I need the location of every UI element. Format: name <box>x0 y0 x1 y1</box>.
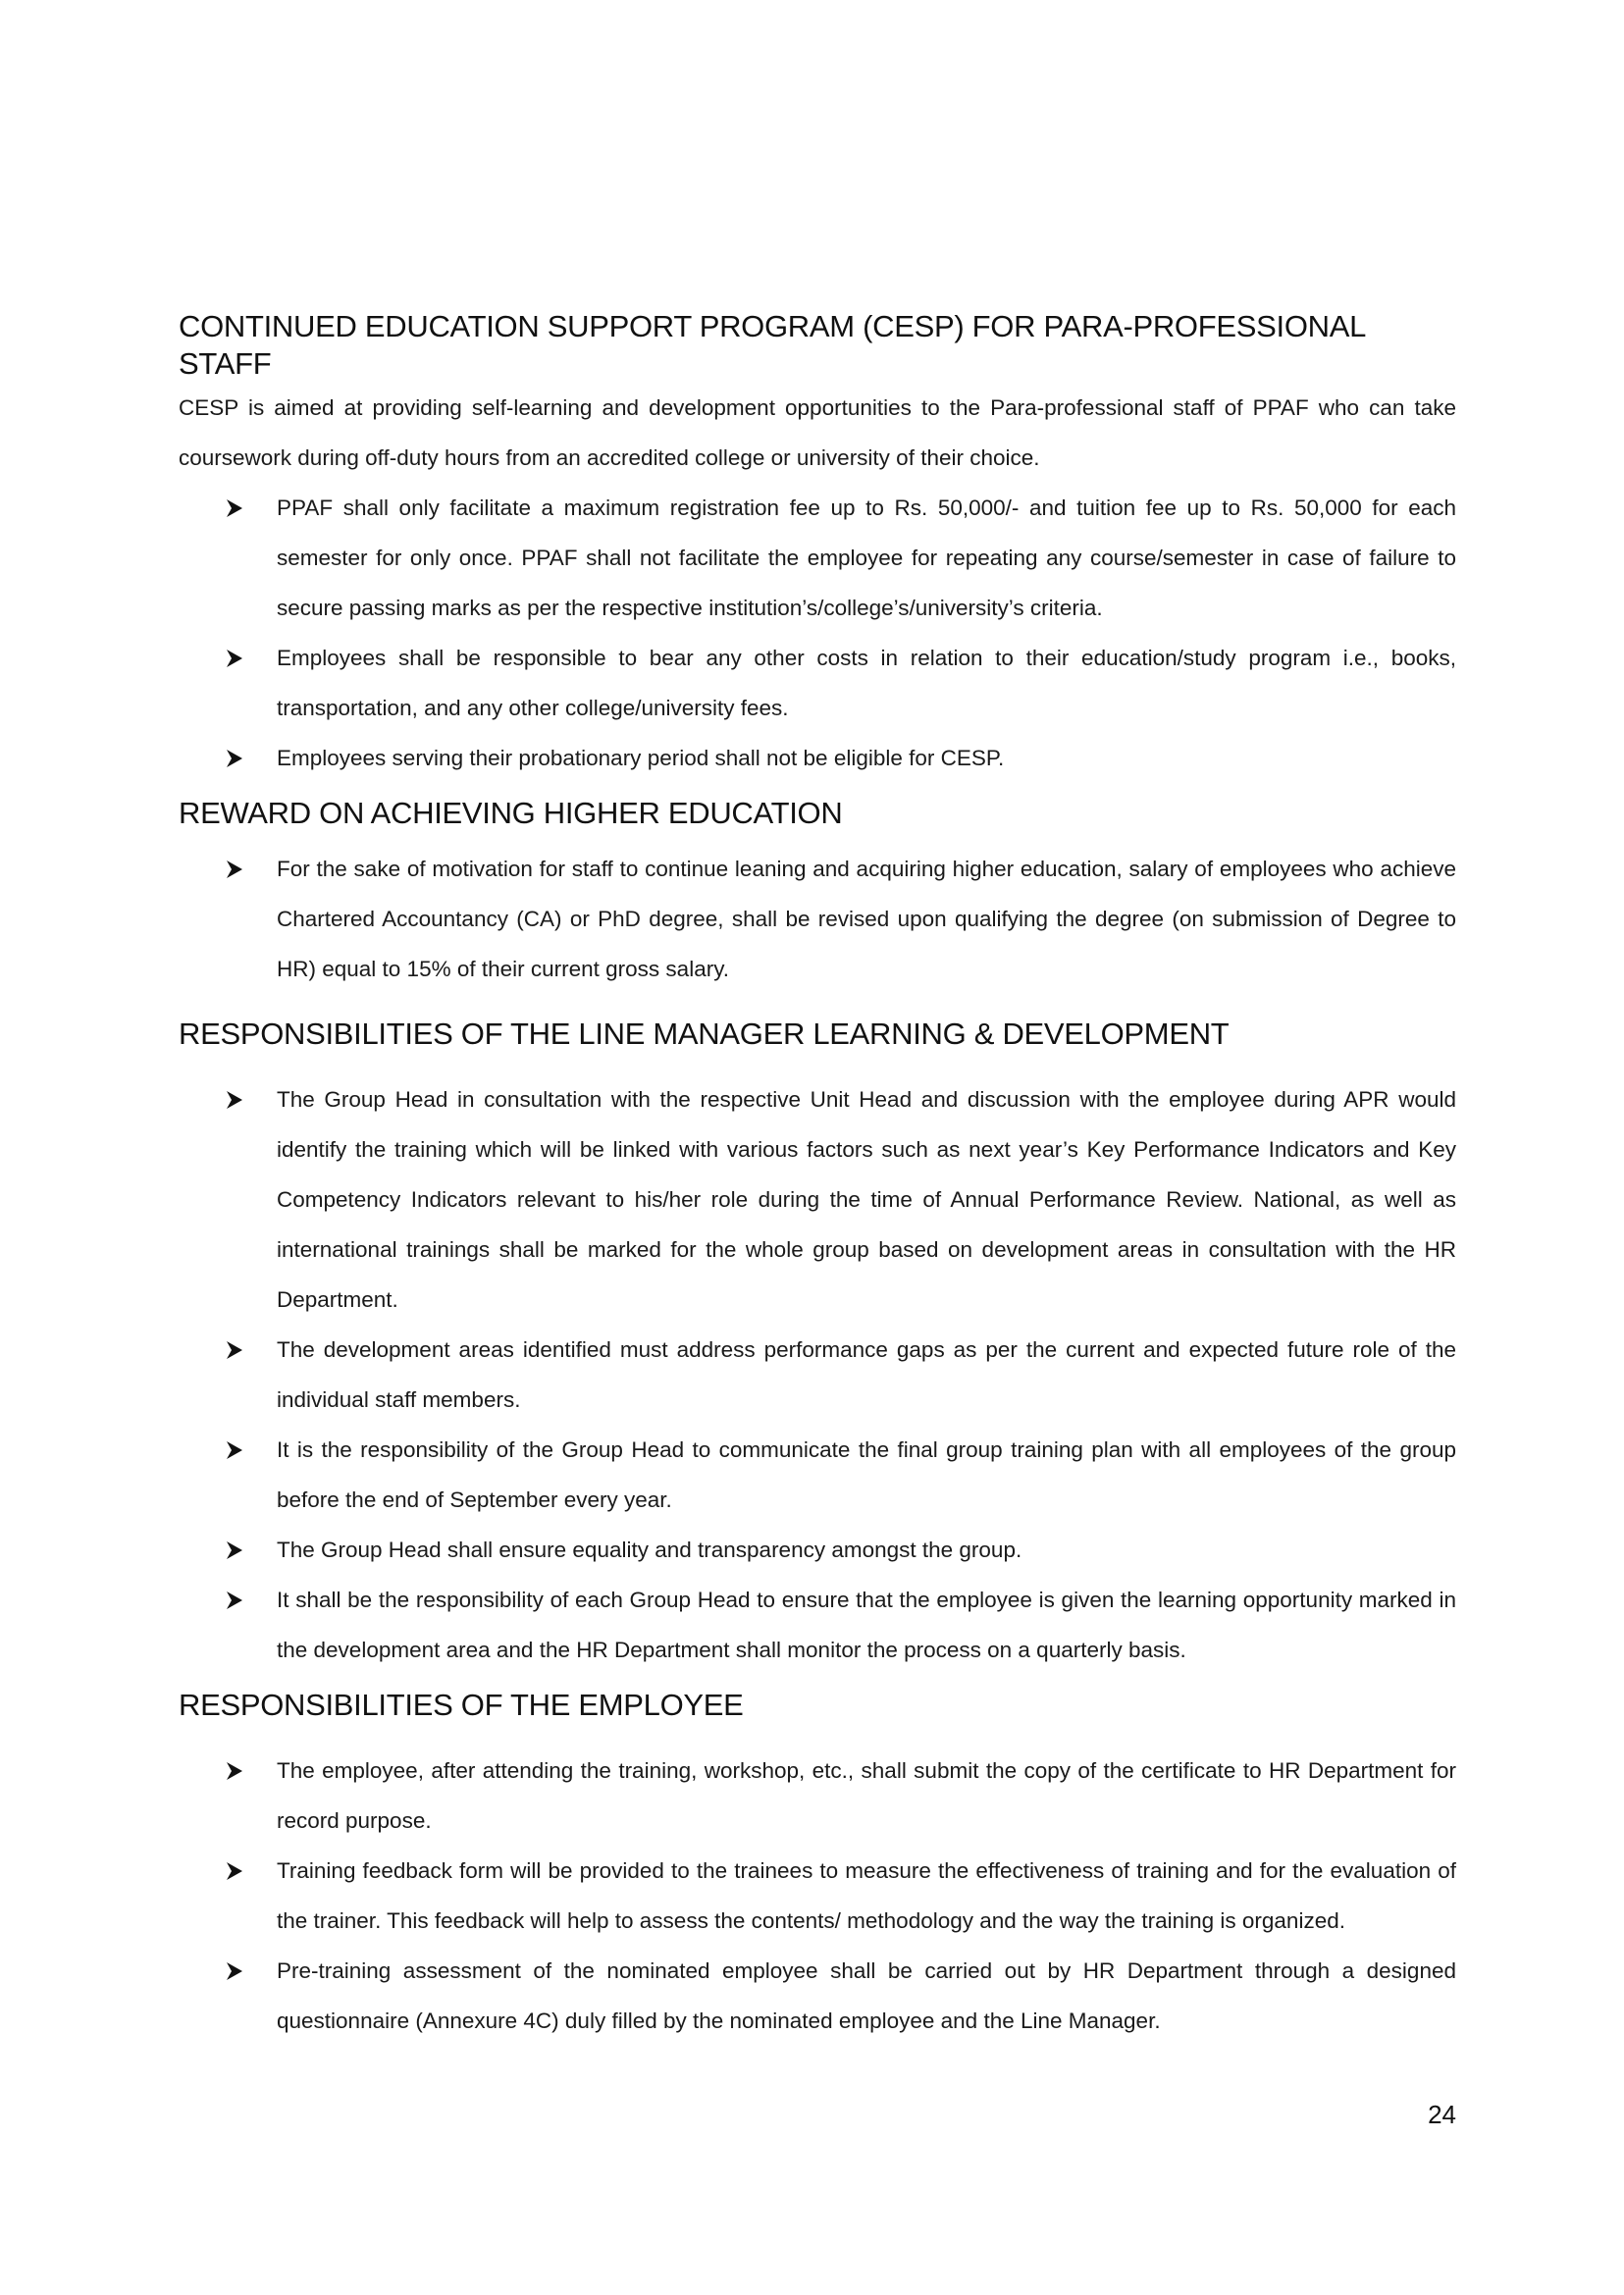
list-item-text: Employees serving their probationary period shall not be eligible for CESP. <box>277 746 1005 770</box>
list-item <box>277 1074 1456 1325</box>
list-item-text: It shall be the responsibility of each Group Head to ensure that the employee is given the learning opportunity marked in the development area and the HR Department shall monitor the process on a quarterly basis. <box>277 1588 1456 1662</box>
spacer <box>179 1053 1456 1074</box>
arrowhead-bullet-icon <box>226 1946 247 1996</box>
list-item-text: Employees shall be responsible to bear any other costs in relation to their education/study program i.e., books, transportation, and any other college/university fees. <box>277 646 1456 720</box>
list-item <box>277 733 1456 783</box>
list-item <box>277 1325 1456 1425</box>
list-item <box>277 1575 1456 1675</box>
arrowhead-bullet-icon <box>226 1575 247 1625</box>
list-item-text: PPAF shall only facilitate a maximum registration fee up to Rs. 50,000/- and tuition fee up to Rs. 50,000 for each semester for only once. PPAF shall not facilitate the employee for repeating any course/semester in case of failure to secure passing marks as per the respective institution’s/college’s/university’s criteria. <box>277 496 1456 620</box>
section-heading-cesp: CONTINUED EDUCATION SUPPORT PROGRAM (CESP) FOR PARA-PROFESSIONAL STAFF <box>179 309 1365 381</box>
list-item <box>277 483 1456 633</box>
section-heading-line-manager: RESPONSIBILITIES OF THE LINE MANAGER LEARNING & DEVELOPMENT <box>179 1017 1230 1051</box>
arrowhead-bullet-icon <box>226 1074 247 1124</box>
list-item <box>277 1525 1456 1575</box>
list-item <box>277 1425 1456 1525</box>
list-item-text: The development areas identified must address performance gaps as per the current and expected future role of the individual staff members. <box>277 1337 1456 1412</box>
spacer <box>179 1675 1456 1687</box>
page-content <box>179 308 1456 2046</box>
arrowhead-bullet-icon <box>226 1525 247 1575</box>
list-item-text: The Group Head shall ensure equality and transparency amongst the group. <box>277 1538 1022 1562</box>
section-heading-employee: RESPONSIBILITIES OF THE EMPLOYEE <box>179 1688 744 1722</box>
list-item <box>277 1746 1456 1846</box>
bullet-list-reward <box>179 844 1456 994</box>
bullet-list-line-manager <box>179 1074 1456 1675</box>
arrowhead-bullet-icon <box>226 1846 247 1896</box>
arrowhead-bullet-icon <box>226 483 247 533</box>
list-item-text: Training feedback form will be provided to the trainees to measure the effectiveness of training and for the evaluation of the trainer. This feedback will help to assess the contents/ methodology and the way the training is organized. <box>277 1858 1456 1933</box>
list-item <box>277 1846 1456 1946</box>
spacer <box>179 1724 1456 1746</box>
arrowhead-bullet-icon <box>226 1425 247 1475</box>
spacer <box>179 832 1456 844</box>
list-item-text: Pre-training assessment of the nominated employee shall be carried out by HR Department through a designed questionnaire (Annexure 4C) duly filled by the nominated employee and the Line Manager. <box>277 1958 1456 2033</box>
arrowhead-bullet-icon <box>226 844 247 894</box>
list-item-text: For the sake of motivation for staff to continue leaning and acquiring higher education, salary of employees who achieve Chartered Accountancy (CA) or PhD degree, shall be revised upon qualifying the degree (on submission of Degree to HR) equal to 15% of their current gross salary. <box>277 857 1456 981</box>
bullet-list-employee <box>179 1746 1456 2046</box>
section-intro-cesp: CESP is aimed at providing self-learning and development opportunities to the Para-professional staff of PPAF who can take coursework during off-duty hours from an accredited college or university of their choice. <box>179 395 1456 470</box>
list-item <box>277 844 1456 994</box>
spacer <box>179 994 1456 1016</box>
section-heading-reward: REWARD ON ACHIEVING HIGHER EDUCATION <box>179 796 843 830</box>
list-item <box>277 1946 1456 2046</box>
list-item-text: The employee, after attending the training, workshop, etc., shall submit the copy of the certificate to HR Department for record purpose. <box>277 1758 1456 1833</box>
arrowhead-bullet-icon <box>226 633 247 683</box>
list-item-text: It is the responsibility of the Group Head to communicate the final group training plan with all employees of the group before the end of September every year. <box>277 1437 1456 1512</box>
arrowhead-bullet-icon <box>226 733 247 783</box>
arrowhead-bullet-icon <box>226 1325 247 1375</box>
bullet-list-cesp <box>179 483 1456 783</box>
list-item-text: The Group Head in consultation with the respective Unit Head and discussion with the employee during APR would identify the training which will be linked with various factors such as next year’s Key Performance Indicators and Key Competency Indicators relevant to his/her role during the time of Annual Performance Review. National, as well as international trainings shall be marked for the whole group based on development areas in consultation with the HR Department. <box>277 1087 1456 1312</box>
arrowhead-bullet-icon <box>226 1746 247 1796</box>
spacer <box>179 783 1456 795</box>
list-item <box>277 633 1456 733</box>
page-number: 24 <box>1428 2100 1456 2129</box>
